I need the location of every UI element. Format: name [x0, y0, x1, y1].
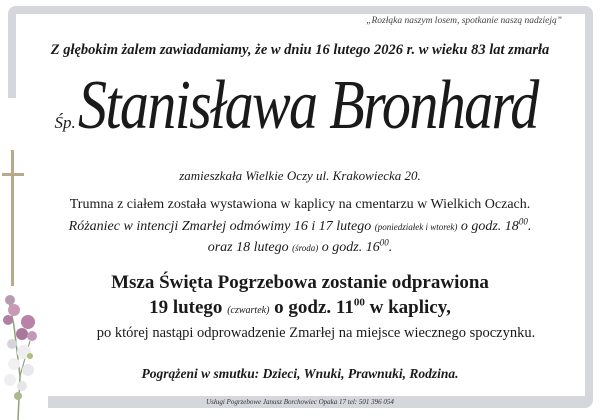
funeral-home-footer: Usługi Pogrzebowe Janusz Borchowiec Opaka 17 tel: 501 396 054 [206, 398, 394, 406]
mass-heading: Msza Święta Pogrzebowa zostanie odprawiona [111, 272, 489, 293]
mourners: Pogrążeni w smutku: Dzieci, Wnuki, Prawnuki, Rodzina. [141, 366, 459, 381]
rosary-end-2: . [388, 240, 393, 255]
rosary-text-2: oraz 18 lutego [207, 240, 293, 255]
mass-place: w kaplicy, [364, 297, 451, 318]
rosary-time-minutes-2: 00 [379, 237, 389, 248]
name-prefix: Śp. [54, 113, 76, 132]
rosary-day-2: (środa) [292, 243, 319, 253]
frame-top-border [8, 6, 593, 14]
mass-details [0, 297, 600, 319]
mass-time-minutes: 00 [353, 296, 365, 309]
deceased-name-row [22, 66, 592, 146]
mass-date: 19 lutego [149, 297, 228, 318]
rosary-end: . [527, 219, 532, 234]
rosary-line-1 [0, 216, 600, 235]
mass-time: o godz. 11 [269, 297, 354, 318]
rosary-time-minutes: 00 [518, 216, 528, 227]
rosary-line-2 [0, 237, 600, 256]
rosary-days: (poniedziałek i wtorek) [374, 222, 458, 232]
deceased-address: zamieszkała Wielkie Oczy ul. Krakowiecka 20. [179, 168, 421, 183]
deceased-name: Stanisława Bronhard [77, 67, 538, 144]
viewing-info: Trumna z ciałem została wystawiona w kaplicy na cmentarzu w Wielkich Oczach. [69, 197, 531, 212]
mass-day: (czwartek) [227, 305, 270, 316]
rosary-time-2: o godz. 16 [318, 240, 380, 255]
rosary-text: Różaniec w intencji Zmarłej odmówimy 16 i 17 lutego [68, 219, 375, 234]
quote: „Rozłąka naszym losem, spotkanie naszą nadzieją” [366, 16, 562, 26]
announcement-intro: Z głębokim żalem zawiadamiamy, że w dniu 16 lutego 2026 r. w wieku 83 lat zmarła [50, 42, 550, 58]
procession-info: po której nastąpi odprowadzenie Zmarłej na miejsce wiecznego spoczynku. [96, 325, 536, 341]
rosary-time: o godz. 18 [457, 219, 519, 234]
